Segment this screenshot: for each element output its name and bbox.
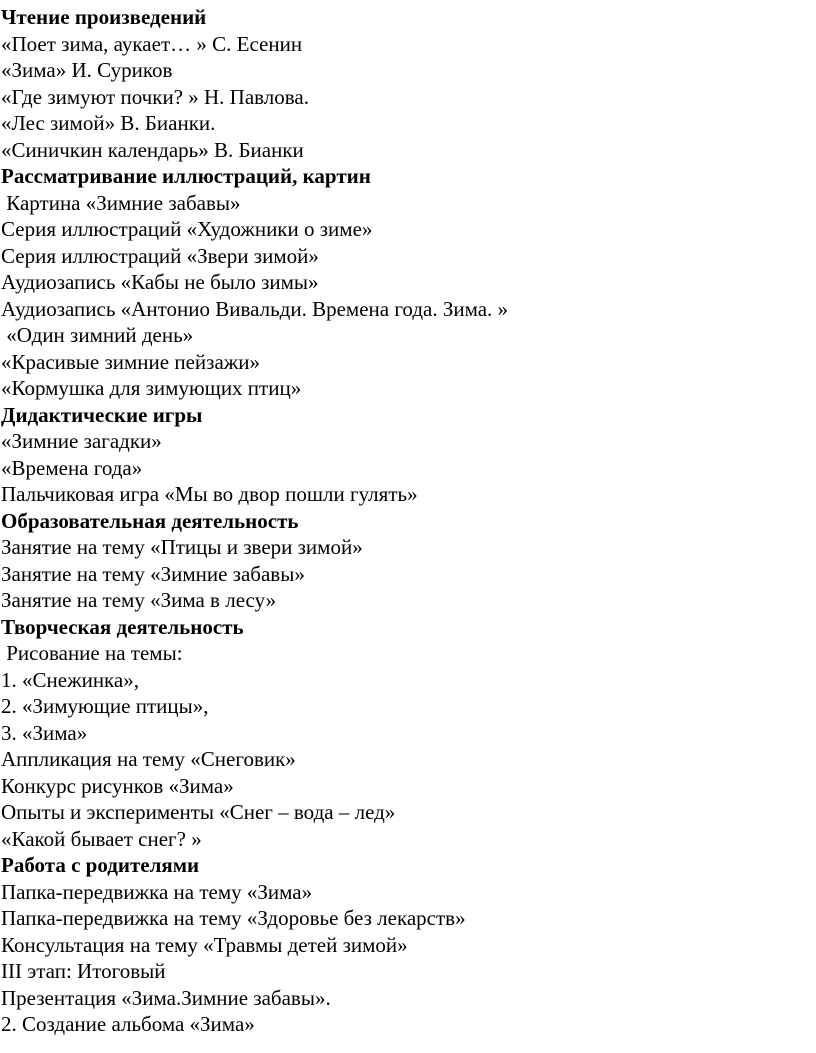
text-line: Консультация на тему «Травмы детей зимой» [1, 932, 408, 957]
text-line: Серия иллюстраций «Звери зимой» [1, 243, 319, 268]
section-heading: Работа с родителями [1, 853, 200, 877]
text-line: «Времена года» [1, 455, 143, 480]
section-heading: Образовательная деятельность [1, 508, 299, 533]
text-line: «Красивые зимние пейзажи» [1, 349, 261, 374]
text-line: III этап: Итоговый [1, 959, 166, 983]
section-heading: Чтение произведений [1, 5, 207, 29]
text-line: «Один зимний день» [1, 323, 194, 347]
text-line: 2. Создание альбома «Зима» [1, 1012, 255, 1036]
text-line: «Где зимуют почки? » Н. Павлова. [1, 84, 309, 109]
text-line: Папка-передвижка на тему «Зима» [1, 879, 313, 904]
text-line: Занятие на тему «Зима в лесу» [1, 588, 277, 612]
text-line: Папка-передвижка на тему «Здоровье без лекарств» [1, 906, 466, 930]
text-line: «Кормушка для зимующих птиц» [1, 376, 302, 400]
text-line: «Какой бывает снег? » [1, 826, 202, 851]
text-line: Аппликация на тему «Снеговик» [1, 747, 296, 771]
text-line: Картина «Зимние забавы» [1, 190, 241, 215]
text-line: Конкурс рисунков «Зима» [1, 773, 234, 798]
document-page [1, 4, 813, 1038]
text-line: Опыты и эксперименты «Снег – вода – лед» [1, 800, 396, 824]
text-line: Занятие на тему «Птицы и звери зимой» [1, 535, 363, 559]
section-heading: Дидактические игры [1, 402, 203, 427]
text-line: 1. «Снежинка», [1, 667, 140, 692]
text-line: 2. «Зимующие птицы», [1, 694, 209, 718]
section-heading: Рассматривание иллюстраций, картин [1, 164, 371, 188]
text-line: «Поет зима, аукает… » С. Есенин [1, 31, 303, 56]
text-line: Презентация «Зима.Зимние забавы». [1, 985, 331, 1010]
text-line: «Зима» И. Суриков [1, 58, 173, 82]
section-heading: Творческая деятельность [1, 614, 244, 639]
text-line: Рисование на темы: [1, 641, 183, 665]
text-line: «Лес зимой» В. Бианки. [1, 111, 216, 135]
text-line: Занятие на тему «Зимние забавы» [1, 561, 305, 586]
text-line: «Зимние загадки» [1, 429, 162, 453]
text-line: 3. «Зима» [1, 720, 88, 745]
text-line: Серия иллюстраций «Художники о зиме» [1, 217, 373, 241]
text-line: Аудиозапись «Антонио Вивальди. Времена года. Зима. » [1, 296, 509, 321]
text-line: Аудиозапись «Кабы не было зимы» [1, 270, 319, 294]
text-line: Пальчиковая игра «Мы во двор пошли гулять» [1, 482, 418, 506]
text-line: «Синичкин календарь» В. Бианки [1, 137, 304, 162]
